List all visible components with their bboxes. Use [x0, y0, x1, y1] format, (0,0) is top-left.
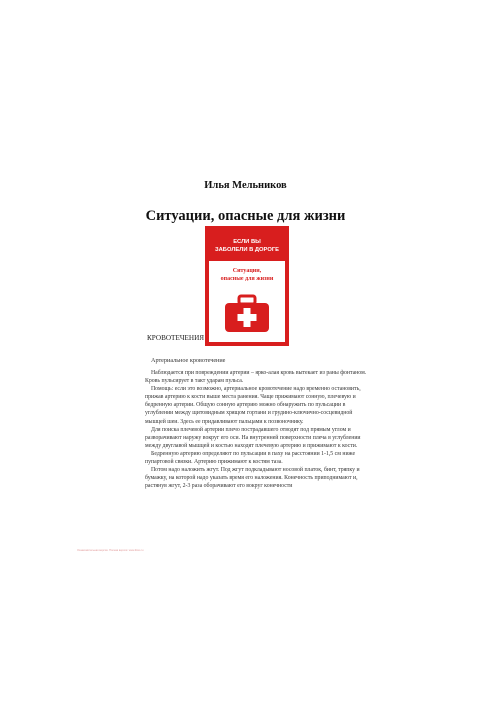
footer-note[interactable]: Ознакомительная версия. Полная версия: www.litres.ru [77, 549, 144, 552]
cover-header-line-2: ЗАБОЛЕЛИ В ДОРОГЕ [214, 247, 279, 253]
book-cover [205, 226, 289, 346]
cover-subtitle-line-1: Ситуации, [232, 268, 262, 274]
cover-subtitle [209, 267, 285, 283]
author-name: Илья Мельников [204, 180, 287, 191]
cover-header-line-1: ЕСЛИ ВЫ [233, 239, 261, 245]
cover-header [209, 230, 285, 261]
body-text [145, 369, 367, 490]
paragraph: Помощь: если это возможно, артериальное кровотечение надо временно остановить, прижав артерию к кости выше места ранения. Чаще прижимают сонную, плечевую и бедренную артерии. Общую сонную артерию можно обнаружить по пульсации в углублении между щитовидным хрящом гортани и грудино-ключично-сосцевидной мышцей шеи. Здесь ее придавливают пальцами к позвоночнику. [145, 386, 361, 425]
paragraph: Наблюдается при повреждении артерии – ярко-алая кровь вытекает из раны фонтаном. Кровь пульсирует в такт ударам пульса. [145, 370, 367, 385]
paragraph: Потом надо наложить жгут. Под жгут подкладывают носовой платок, бинт, тряпку и бумажку, на которой надо указать время его наложения. Конечность приподнимают и, растянув жгут, 2-3 раза оборачивают его вокруг конечности [145, 467, 360, 490]
book-title: Ситуации, опасные для жизни [145, 208, 346, 224]
paragraph-title: Артериальное кровотечение [151, 357, 226, 364]
section-heading: КРОВОТЕЧЕНИЯ [147, 334, 205, 342]
first-aid-kit-icon [223, 294, 271, 334]
paragraph: Для поиска плечевой артерии плечо пострадавшего отводят под прямым углом и разворачивают наружу вокруг его оси. На внутренней поверхности плеча в углублении между двуглавой мышцей и костью находят плечевую артерию и прижимают к кости. [145, 426, 361, 449]
cover-subtitle-line-2: опасные для жизни [220, 276, 274, 282]
paragraph: Бедренную артерию определяют по пульсации в паху на расстоянии 1-1,5 см ниже пупартовой связки. Артерию прижимают к костям таза. [145, 450, 356, 466]
